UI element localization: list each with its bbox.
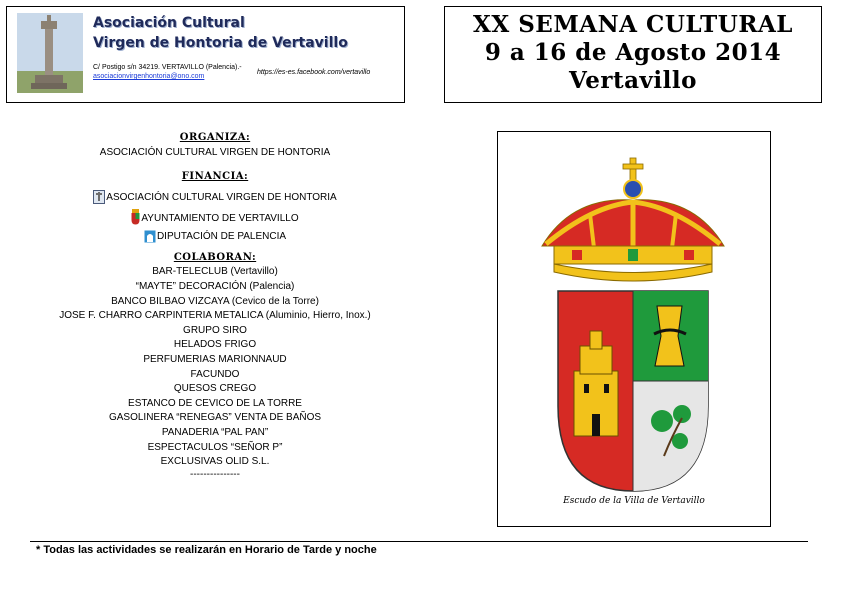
diputacion-logo-icon: [144, 230, 156, 243]
association-address: C/ Postigo s/n 34219. VERTAVILLO (Palencia).-: [93, 64, 242, 71]
association-name-line1: Asociación Cultural: [93, 15, 245, 31]
sponsor-list-item: GRUPO SIRO: [183, 324, 247, 336]
sponsor-list-item: “MAYTE” DECORACIÓN (Palencia): [135, 280, 295, 292]
sponsor-list-item: ESPECTACULOS “SEÑOR P”: [147, 441, 283, 453]
sponsor-list-item: QUESOS CREGO: [173, 383, 257, 395]
coat-of-arms-panel: [497, 131, 771, 527]
sponsor-list-item: PERFUMERIAS MARIONNAUD: [143, 353, 287, 365]
sponsor-list-item: BANCO BILBAO VIZCAYA (Cevico de la Torre): [111, 295, 319, 307]
event-dates: 9 a 16 de Agosto 2014: [484, 39, 782, 66]
organiza-entity: ASOCIACIÓN CULTURAL VIRGEN DE HONTORIA: [99, 146, 331, 158]
coat-of-arms-caption: Escudo de la Villa de Vertavillo: [563, 496, 705, 506]
association-logo-icon: [93, 190, 105, 204]
association-header: [6, 6, 405, 103]
event-location: Vertavillo: [569, 67, 697, 94]
sponsor-list-item: HELADOS FRIGO: [173, 339, 257, 351]
stone-cross-photo-icon: [17, 13, 83, 93]
credits-section: [30, 131, 400, 480]
sponsor-list-item: PANADERIA “PAL PAN”: [161, 426, 269, 438]
footnote: * Todas las actividades se realizarán en Horario de Tarde y noche: [36, 544, 377, 556]
financia-heading: FINANCIA:: [181, 171, 249, 183]
financia-item: [30, 190, 400, 204]
organiza-heading: ORGANIZA:: [179, 132, 251, 143]
colaboran-heading: COLABORAN:: [173, 251, 257, 263]
coat-of-arms-icon: [532, 156, 738, 496]
town-shield-icon: [131, 209, 140, 225]
financia-item-label: DIPUTACIÓN DE PALENCIA: [156, 230, 287, 242]
financia-item-label: ASOCIACIÓN CULTURAL VIRGEN DE HONTORIA: [106, 191, 337, 203]
event-title: XX SEMANA CULTURAL: [473, 11, 793, 38]
sponsor-list-item: FACUNDO: [190, 368, 240, 380]
sponsor-list-item: GASOLINERA “RENEGAS” VENTA DE BAÑOS: [108, 412, 322, 424]
association-name-line2: Virgen de Hontoria de Vertavillo: [93, 35, 348, 51]
list-end-mark: ---------------: [190, 468, 240, 480]
financia-item: [30, 209, 400, 225]
sponsor-list-item: BAR-TELECLUB (Vertavillo): [152, 266, 278, 278]
association-email-link[interactable]: asociacionvirgenhontoria@ono.com: [93, 73, 205, 80]
event-title-box: [444, 6, 822, 103]
financia-item-label: AYUNTAMIENTO DE VERTAVILLO: [141, 212, 299, 224]
financia-item: [30, 230, 400, 243]
footer-divider: [30, 541, 808, 542]
sponsor-list-item: EXCLUSIVAS OLID S.L.: [160, 456, 270, 468]
association-website-link[interactable]: https://es-es.facebook.com/vertavillo: [257, 69, 371, 76]
sponsor-list-item: ESTANCO DE CEVICO DE LA TORRE: [128, 397, 302, 409]
sponsor-list-item: JOSE F. CHARRO CARPINTERIA METALICA (Aluminio, Hierro, Inox.): [59, 310, 371, 322]
